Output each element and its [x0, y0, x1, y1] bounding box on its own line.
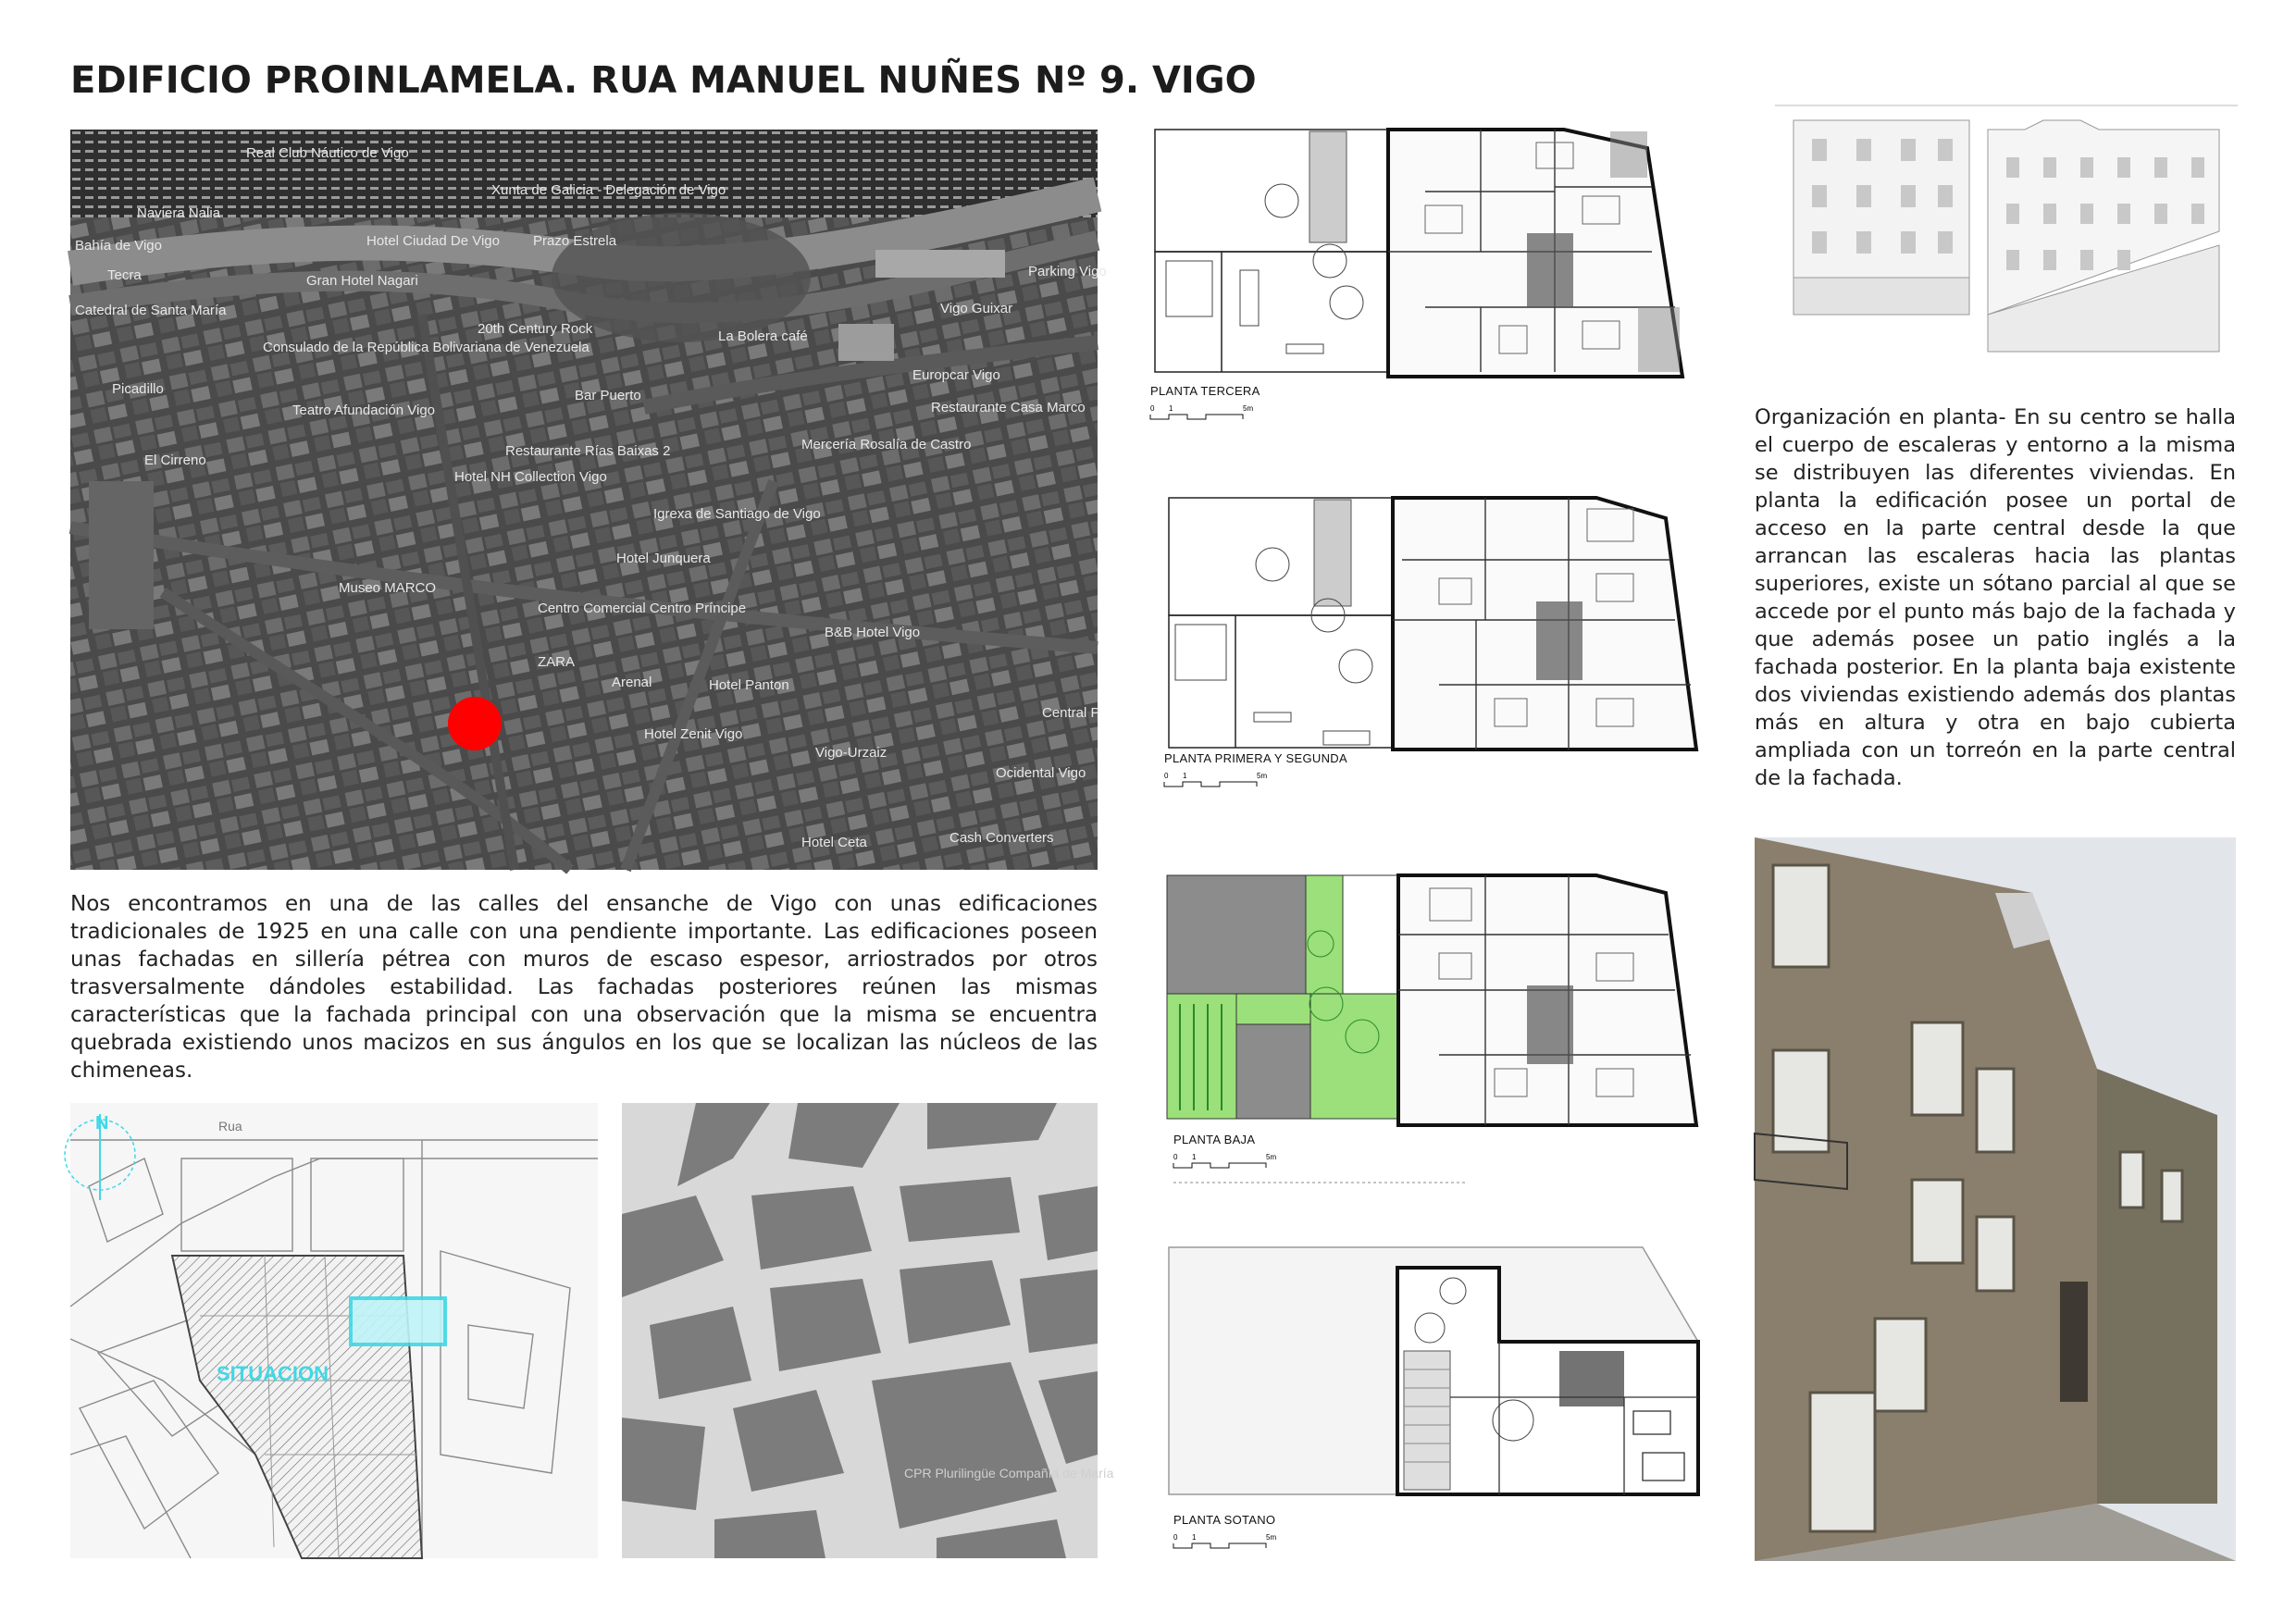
map-label: Europcar Vigo: [912, 367, 1000, 383]
scale-bar: [1150, 403, 1261, 422]
figure-ground-label: CPR Plurilingüe Compañía de María: [904, 1466, 1114, 1481]
floor-plan-tercera: [1148, 122, 1686, 392]
situation-label: SITUACION: [217, 1362, 329, 1385]
situation-map: [70, 1103, 598, 1558]
map-label: Centro Comercial Centro Príncipe: [538, 601, 747, 616]
site-highlight: [351, 1298, 445, 1344]
svg-text:1: 1: [1192, 1533, 1197, 1542]
map-label: Hotel Junquera: [616, 551, 711, 566]
page-title: EDIFICIO PROINLAMELA. RUA MANUEL NUÑES Nº 9. VIGO: [70, 59, 1257, 102]
map-label: La Bolera café: [718, 328, 808, 344]
map-label: Central P: [1042, 705, 1100, 721]
description-left: Nos encontramos en una de las calles del ensanche de Vigo con unas edificaciones tradicionales de 1925 en una calle con una pendiente importante. Las edificaciones poseen unas fachadas en sillería pétrea con muros de escaso espesor, arriostrados por otros trasversalmente dándoles estabilidad. Las fachadas posteriores reúnen las mismas características que la fachada principal con una observación que la misma se encuentra quebrada existiendo unos macizos en sus ángulos en los que se localizan las núcleos de las chimeneas.: [70, 892, 1098, 1083]
scale-bar: [1173, 1152, 1470, 1171]
north-label: N: [95, 1113, 109, 1134]
map-label: Ocidental Vigo: [996, 765, 1086, 781]
map-label: Naviera Nalia: [137, 205, 221, 221]
plan-label: PLANTA PRIMERA Y SEGUNDA: [1164, 751, 1347, 765]
map-label: Hotel Ciudad De Vigo: [366, 233, 500, 249]
map-label: Consulado de la República Bolivariana de Venezuela: [263, 340, 590, 355]
location-marker: [448, 697, 502, 750]
map-label: Arenal: [612, 675, 652, 690]
svg-text:0: 0: [1164, 772, 1169, 780]
figure-ground-svg: [622, 1103, 1114, 1558]
figure-ground-map: [622, 1103, 1114, 1558]
map-label: Prazo Estrela: [533, 233, 617, 249]
map-label: Teatro Afundación Vigo: [292, 403, 436, 418]
description-right: Organización en planta- En su centro se halla el cuerpo de escaleras y entorno a la misma se distribuyen las diferentes viviendas. En planta la edificación posee un portal de acceso en la parte central desde la que arrancan las escaleras hacia las plantas superiores, existe un sótano parcial al que se accede por el punto más bajo de la fachada y que además posee un patio inglés a la fachada posterior. En la planta baja existente dos viviendas existiendo además dos plantas más en altura y otra en bajo cubierta ampliada con un torreón en la parte central de la fachada.: [1755, 405, 2236, 790]
map-label: Bar Puerto: [575, 388, 641, 403]
map-label: Museo MARCO: [339, 580, 437, 596]
map-label: El Cirreno: [144, 452, 206, 468]
floor-plan-baja: [1161, 870, 1700, 1131]
map-label: ZARA: [538, 654, 576, 670]
svg-text:0: 0: [1173, 1153, 1178, 1161]
map-label: Gran Hotel Nagari: [306, 273, 418, 289]
plan-label: PLANTA BAJA: [1173, 1133, 1256, 1146]
map-label: Real Club Náutico de Vigo: [246, 145, 409, 161]
svg-text:5m: 5m: [1266, 1153, 1277, 1161]
plan-label: PLANTA TERCERA: [1150, 384, 1260, 398]
stair-core: [1527, 233, 1573, 307]
plan-label: PLANTA SOTANO: [1173, 1513, 1276, 1527]
map-label: Picadillo: [112, 381, 164, 397]
aerial-map: [70, 130, 1107, 870]
svg-text:0: 0: [1173, 1533, 1178, 1542]
map-label: Restaurante Casa Marco: [931, 400, 1086, 415]
map-label: Vigo-Urzaiz: [815, 745, 887, 761]
svg-text:1: 1: [1183, 772, 1187, 780]
map-label: Igrexa de Santiago de Vigo: [653, 506, 821, 522]
map-label: Hotel NH Collection Vigo: [454, 469, 607, 485]
situation-map-svg: [70, 1103, 598, 1558]
street-label: Rua: [218, 1119, 242, 1134]
svg-text:0: 0: [1150, 404, 1155, 413]
svg-text:1: 1: [1192, 1153, 1197, 1161]
map-label: Mercería Rosalía de Castro: [801, 437, 972, 452]
map-label: Hotel Panton: [709, 677, 789, 693]
map-label: Vigo Guixar: [940, 301, 1013, 316]
aerial-map-svg: [70, 130, 1107, 870]
facade-elevations: [1775, 102, 2238, 352]
map-label: B&B Hotel Vigo: [825, 625, 921, 640]
map-label: 20th Century Rock: [478, 321, 593, 337]
map-label: Cash Converters: [949, 830, 1054, 846]
floor-plan-sotano: [1161, 1240, 1700, 1501]
svg-text:5m: 5m: [1243, 404, 1254, 413]
map-label: Bahía de Vigo: [75, 238, 162, 254]
map-label: Hotel Ceta: [801, 835, 867, 850]
svg-text:5m: 5m: [1266, 1533, 1277, 1542]
facade-photo: [1755, 837, 2236, 1561]
map-label: Parking Vigo: [1028, 264, 1107, 279]
svg-text:1: 1: [1169, 404, 1173, 413]
map-label: Tecra: [107, 267, 142, 283]
scale-bar: [1173, 1532, 1285, 1551]
map-label: Catedral de Santa María: [75, 303, 227, 318]
map-label: Restaurante Rías Baixas 2: [505, 443, 671, 459]
map-label: Hotel Zenit Vigo: [644, 726, 743, 742]
scale-bar: [1164, 771, 1275, 789]
floor-plan-primera-segunda: [1161, 490, 1700, 759]
svg-text:5m: 5m: [1257, 772, 1268, 780]
map-label: Xunta de Galicia - Delegación de Vigo: [491, 182, 726, 198]
